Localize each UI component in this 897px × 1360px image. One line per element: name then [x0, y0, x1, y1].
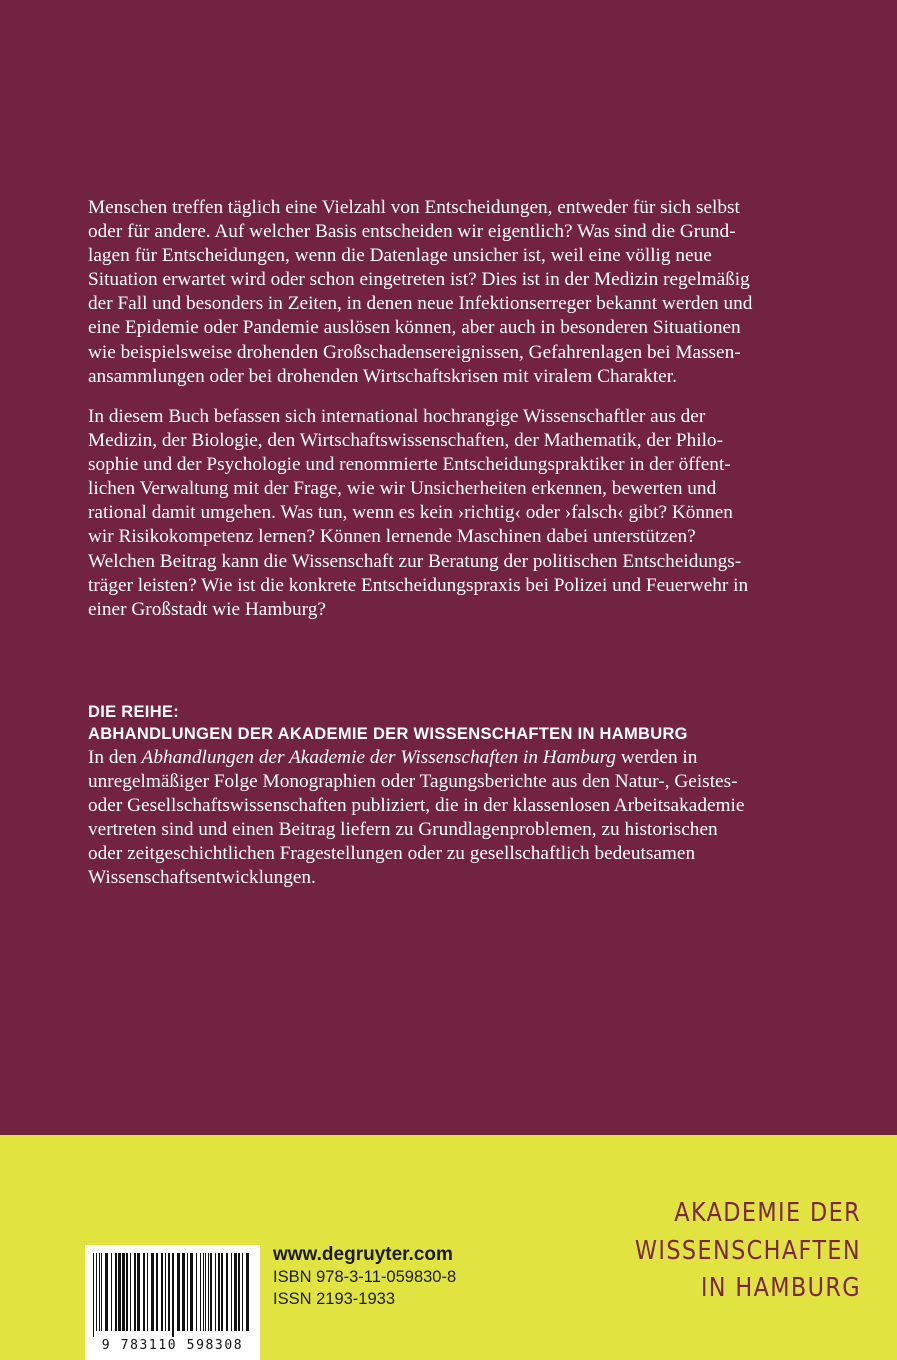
barcode-bar: [210, 1253, 212, 1331]
publisher-url[interactable]: www.degruyter.com: [273, 1244, 453, 1265]
series-title: ABHANDLUNGEN DER AKADEMIE DER WISSENSCHAFTEN IN HAMBURG: [88, 725, 688, 743]
barcode-bar: [130, 1253, 131, 1331]
series-text-end: werden in unregelmäßiger Folge Monographien oder Tagungsberichte aus den Natur-, Geistes- oder Gesellschaftswissenschaften publiziert, die in der klassenlosen Arbeitsakademie vertreten sind und einen Beitrag liefern zu Grundlagenproblemen, zu historischen oder zeitgeschichtlichen Fragestellungen oder zu gesellschaftlich bedeutsamen Wissenschaftsentwicklungen.: [88, 747, 745, 889]
barcode-bar: [161, 1253, 163, 1331]
barcode-bar: [203, 1253, 204, 1331]
description-paragraph-2: In diesem Buch befassen sich international hochrangige Wissenschaftler aus der Medizin, der Biologie, den Wirtschaftswissenschaften, der Mathematik, der Philo- sophie und der Psychologie und renommierte Entscheidungspraktiker in der öffent- lichen Verwaltung mit der Frage, wie wir Unsicherheiten erkennen, bewerten und rational damit umgehen. Was tun, wenn es kein ›richtig‹ oder ›falsch‹ gibt? Können wir Risikokompetenz lernen? Können lernende Maschinen dabei unterstützen? Welchen Beitrag kann die Wissenschaft zur Beratung der politischen Entscheidungs- träger leisten? Wie ist die konkrete Entscheidungspraxis bei Polizei und Feuerwehr in einer Großstadt wie Hamburg?: [88, 406, 749, 620]
barcode-bar: [134, 1253, 136, 1331]
isbn: ISBN 978-3-11-059830-8: [273, 1268, 457, 1286]
barcode-bar: [221, 1253, 223, 1331]
barcode-bar: [151, 1253, 154, 1331]
barcode-bar: [105, 1253, 108, 1331]
barcode-bar: [168, 1253, 170, 1331]
barcode-digits: 9 783110 598308: [101, 1338, 244, 1353]
barcode-bar: [172, 1253, 174, 1337]
barcode-bar: [208, 1253, 209, 1331]
barcode-bar: [99, 1253, 100, 1331]
akademie-line-2: WISSENSCHAFTEN: [634, 1236, 861, 1266]
barcode-bar: [218, 1253, 220, 1331]
barcode-bar: [122, 1253, 125, 1331]
barcode-bar: [111, 1253, 112, 1331]
barcode-bar: [137, 1253, 140, 1331]
barcode-bar: [93, 1253, 94, 1337]
description-paragraph-1: Menschen treffen täglich eine Vielzahl von Entscheidungen, entweder für sich selbst oder für andere. Auf welcher Basis entscheiden wir eigentlich? Was sind die Grund- lagen für Entscheidungen, wenn die Datenlage unsicher ist, weil eine völlig neue Situation erwartet wird oder schon eingetreten ist? Dies ist in der Medizin regelmäßig der Fall und besonders in Zeiten, in denen neue Infektionserreger bekannt werden und eine Epidemie oder Pandemie auslösen können, aber auch in besonderen Situationen wie beispielsweise drohenden Großschadensereignissen, Gefahrenlagen bei Massen- ansammlungen oder bei drohenden Wirtschaftskrisen mit viralem Charakter.: [88, 197, 753, 387]
series-text-italic: Abhandlungen der Akademie der Wissenschaften in Hamburg: [141, 747, 617, 768]
barcode-bar: [205, 1253, 206, 1331]
barcode: [85, 1245, 260, 1360]
barcode-bar: [156, 1253, 158, 1331]
barcode-bar: [118, 1253, 121, 1331]
akademie-line-1: AKADEMIE DER: [674, 1198, 861, 1228]
barcode-bar: [147, 1253, 148, 1331]
barcode-bar: [165, 1253, 166, 1331]
barcode-bar: [115, 1253, 117, 1331]
barcode-bar: [126, 1253, 128, 1331]
akademie-line-3: IN HAMBURG: [700, 1273, 861, 1303]
barcode-bar: [96, 1253, 97, 1331]
barcode-bar: [182, 1253, 185, 1331]
series-text-start: In den: [88, 747, 142, 768]
barcode-bar: [234, 1253, 237, 1331]
barcode-bar: [238, 1253, 240, 1331]
barcode-bar: [143, 1253, 145, 1331]
barcode-bar: [190, 1253, 193, 1331]
series-description: [88, 746, 813, 891]
barcode-bar: [215, 1253, 216, 1331]
barcode-bar: [226, 1253, 228, 1331]
issn: ISSN 2193-1933: [273, 1290, 396, 1308]
barcode-bar: [196, 1253, 197, 1331]
series-label: DIE REIHE:: [88, 703, 180, 721]
barcode-bar: [200, 1253, 201, 1331]
barcode-bar: [101, 1253, 102, 1331]
barcode-bar: [231, 1253, 232, 1331]
barcode-bars: [91, 1253, 254, 1337]
barcode-bar: [177, 1253, 180, 1331]
barcode-bar: [242, 1253, 243, 1331]
barcode-bar: [187, 1253, 188, 1331]
barcode-bar: [246, 1253, 249, 1331]
